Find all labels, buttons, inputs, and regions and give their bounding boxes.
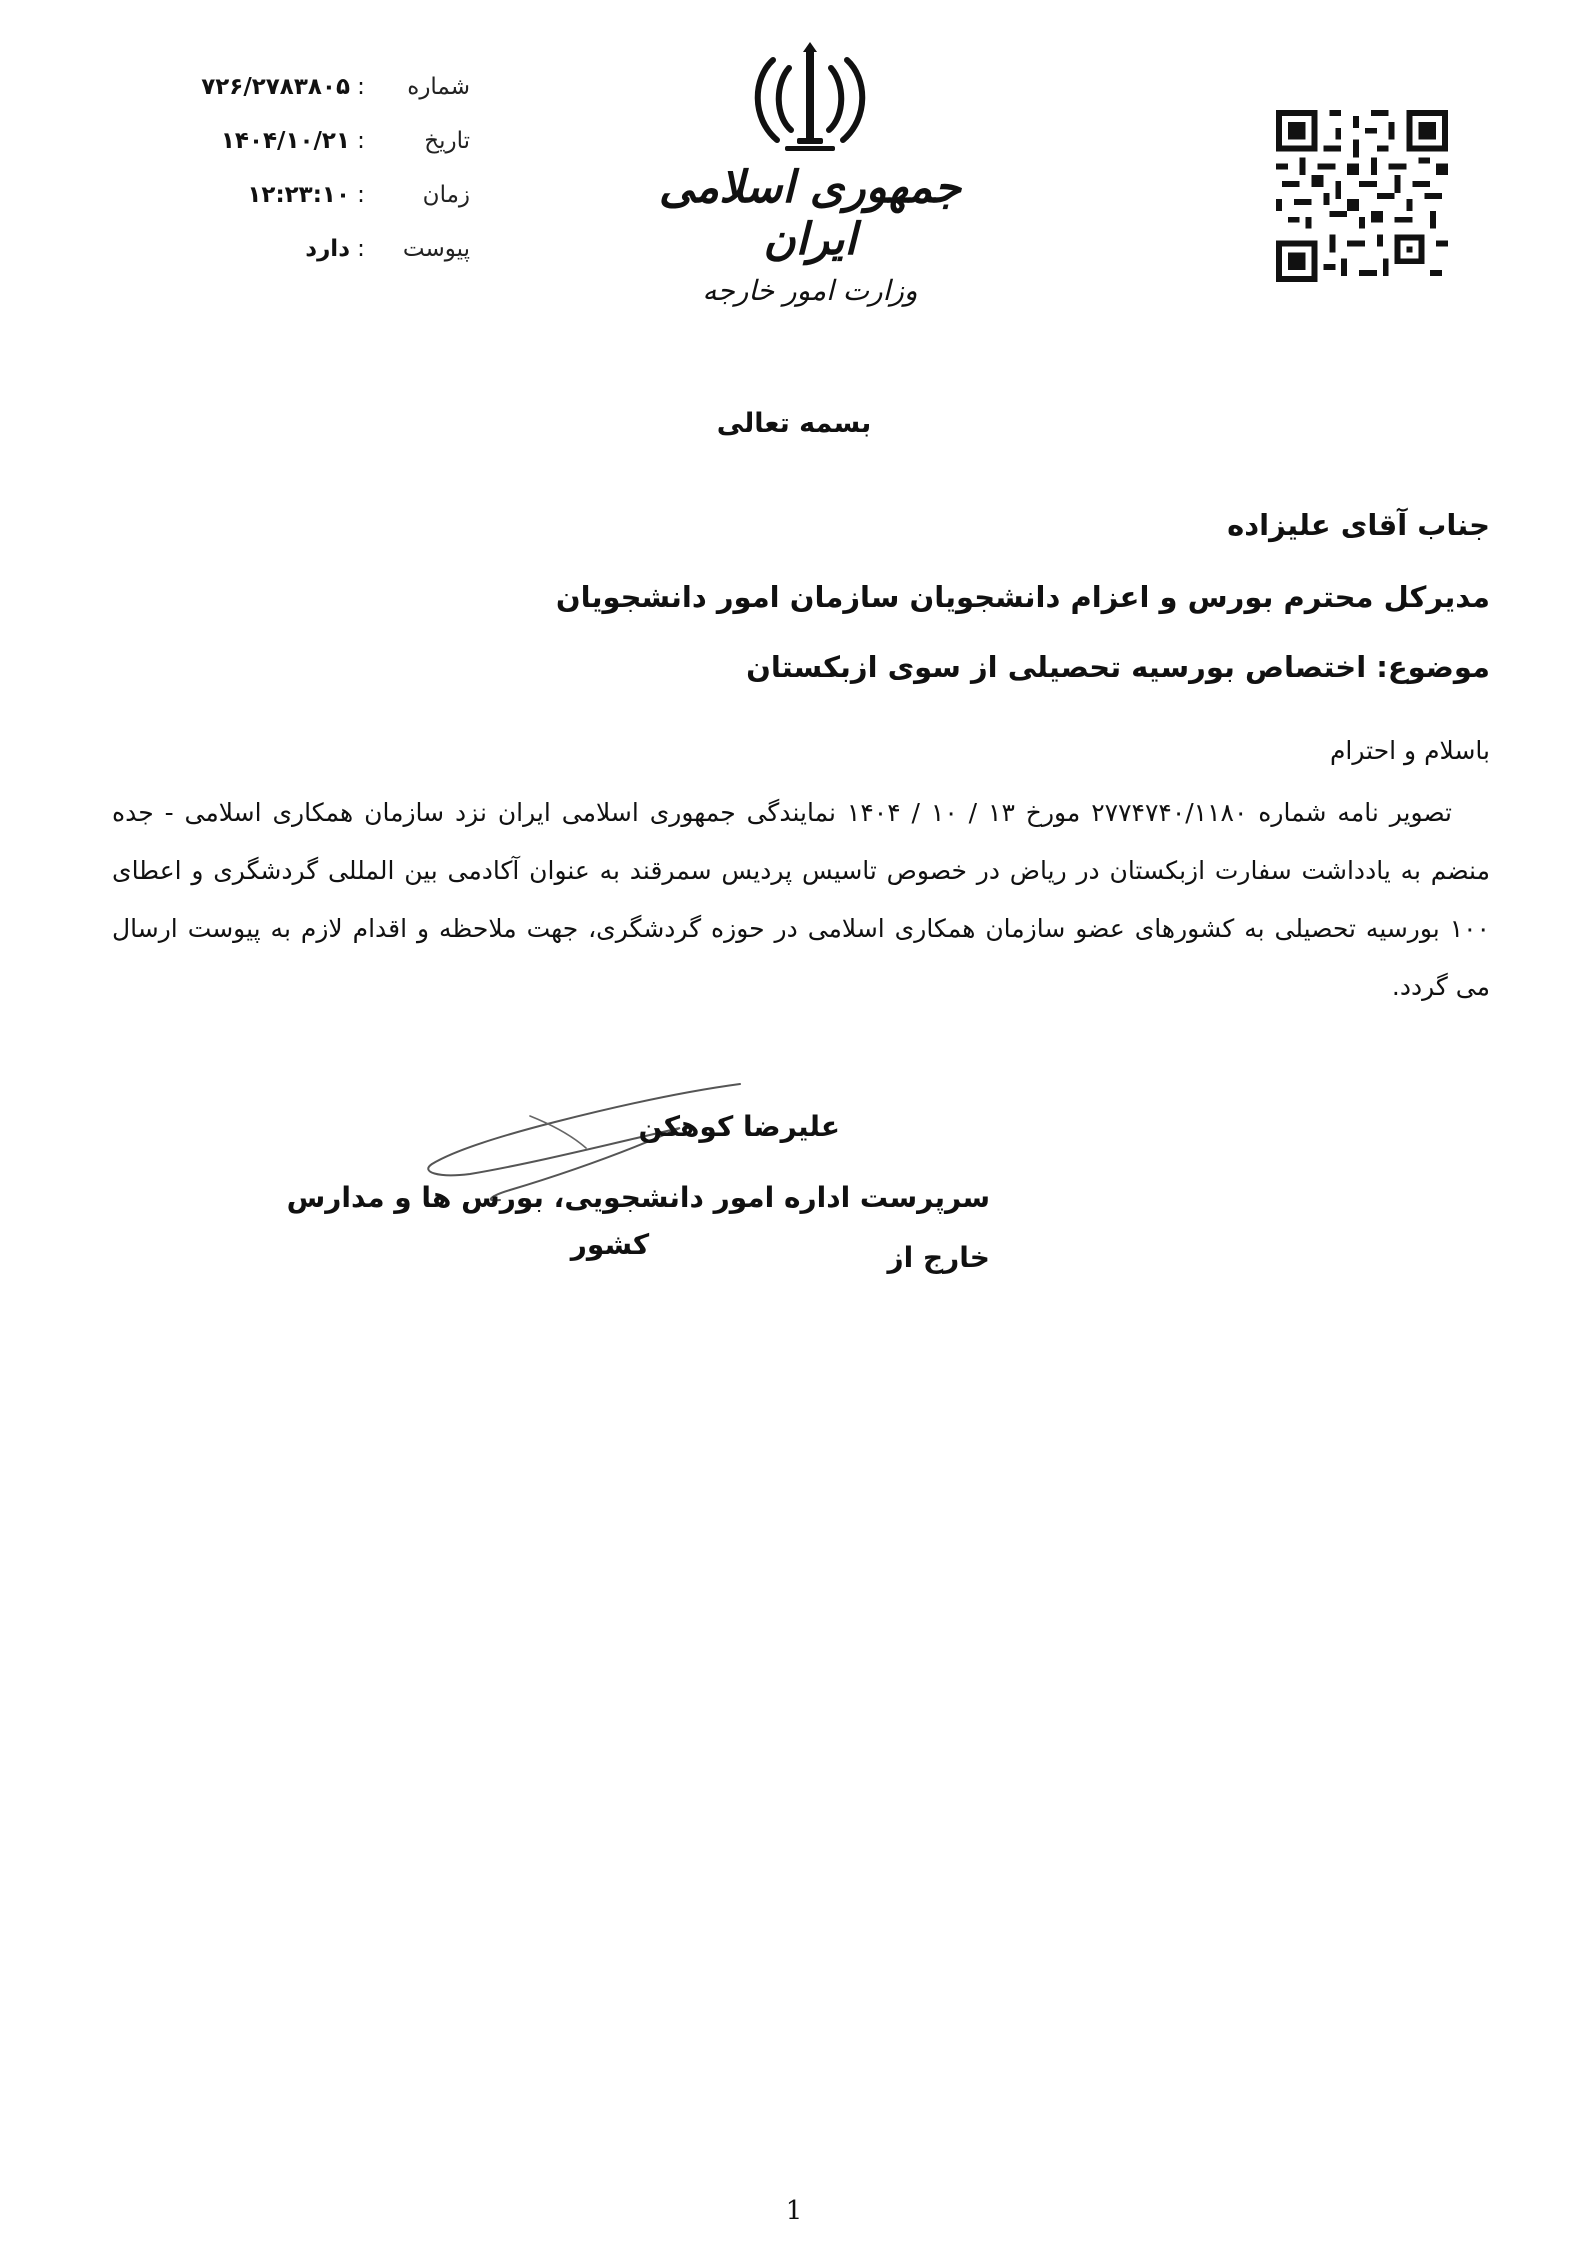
subject-line: موضوع: اختصاص بورسیه تحصیلی از سوی ازبکستان (746, 650, 1490, 684)
attachment-row (150, 236, 470, 290)
date-label: تاریخ (424, 128, 470, 154)
bismillah-heading: بسمه تعالی (716, 408, 872, 439)
signatory-title: سرپرست اداره امور دانشجویی، بورس ها و مدارس خارج از (286, 1181, 990, 1274)
recipient-line1: جناب آقای علیزاده (1227, 508, 1490, 542)
letter-metadata (150, 74, 470, 290)
ministry-title: وزارت امور خارجه (702, 274, 918, 307)
qr-code-icon (1276, 110, 1448, 282)
date-value: ۱۴۰۴/۱۰/۲۱ (220, 128, 350, 154)
letter-body: تصویر نامه شماره ۲۷۷۴۷۴۰/۱۱۸۰ مورخ ۱۳ / ۱۰ / ۱۴۰۴ نمایندگی جمهوری اسلامی ایران نزد سازمان همکاری اسلامی - جده منضم به یادداشت سفارت ازبکستان در ریاض در خصوص تاسیس پردیس سمرقند به عنوان آکادمی بین المللی گردشگری و اعطای ۱۰۰ بورسیه تحصیلی به کشورهای عضو سازمان همکاری اسلامی در حوزه گردشگری، جهت ملاحظه و اقدام لازم به پیوست ارسال می گردد. (112, 798, 1490, 1001)
attachment-colon: : (357, 236, 365, 262)
date-row (150, 128, 470, 182)
number-label: شماره (407, 74, 470, 100)
time-colon: : (357, 182, 365, 208)
time-label: زمان (422, 182, 470, 208)
page-number: 1 (785, 2196, 803, 2226)
number-colon: : (357, 74, 365, 100)
recipient-line2: مدیرکل محترم بورس و اعزام دانشجویان سازمان امور دانشجویان (555, 580, 1490, 614)
date-colon: : (357, 128, 365, 154)
letterhead (640, 38, 980, 307)
attachment-value: دارد (305, 236, 350, 262)
emblem-icon (745, 38, 875, 158)
attachment-label: پیوست (402, 236, 470, 262)
signatory-title-line2: کشور (570, 1228, 650, 1261)
time-value: ۱۲:۲۳:۱۰ (247, 182, 350, 208)
republic-title: جمهوری اسلامی ایران (658, 162, 962, 265)
signatory-name: علیرضا کوهکن (638, 1110, 840, 1143)
number-value: ۷۲۶/۲۷۸۳۸۰۵ (201, 74, 350, 100)
number-row (150, 74, 470, 128)
greeting: باسلام و احترام (1329, 736, 1490, 765)
time-row (150, 182, 470, 236)
